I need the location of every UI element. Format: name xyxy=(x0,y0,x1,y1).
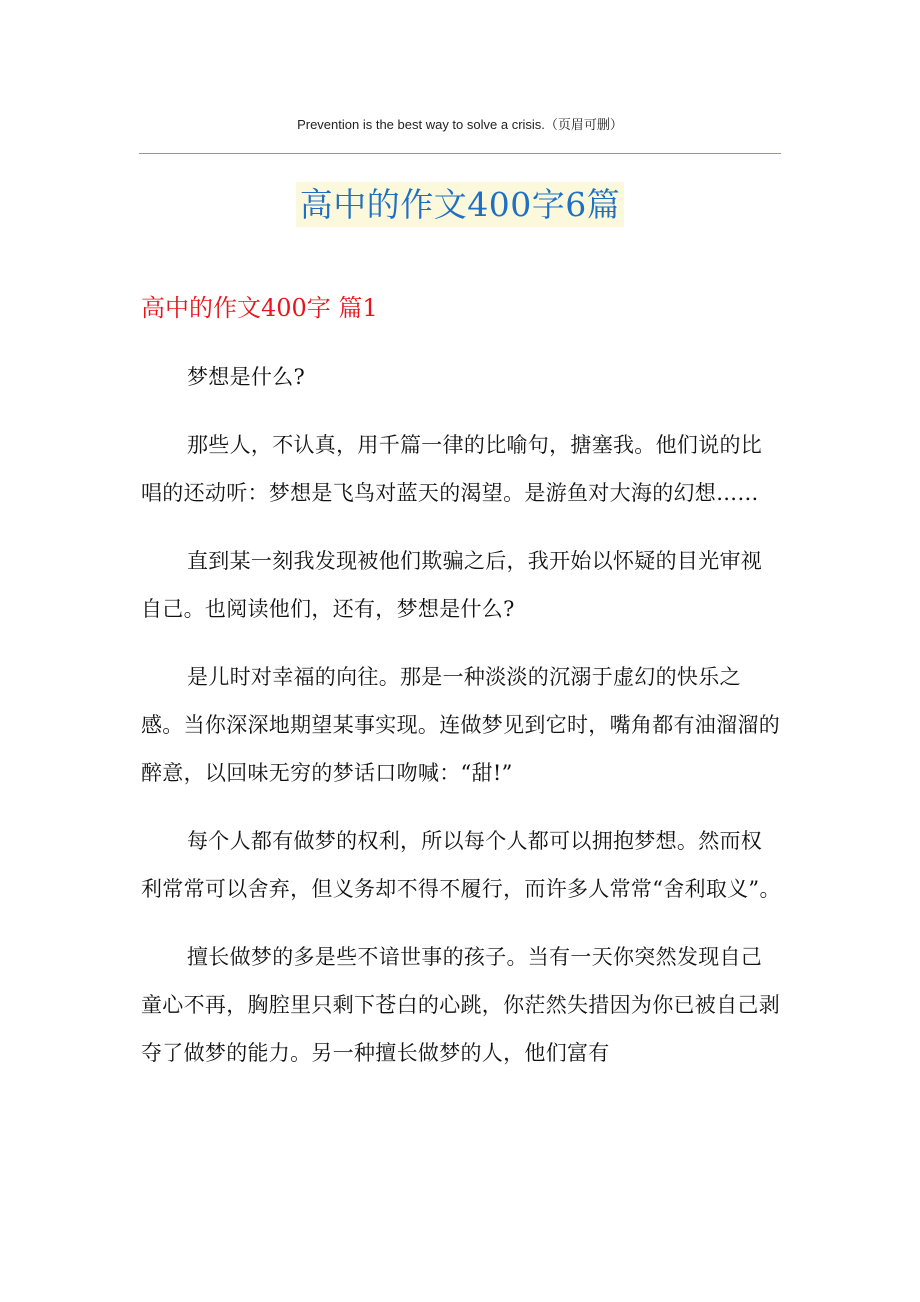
paragraph-2: 那些人，不认真，用千篇一律的比喻句，搪塞我。他们说的比唱的还动听：梦想是飞鸟对蓝天的渴望。是游鱼对大海的幻想…… xyxy=(141,433,763,505)
document-title-text: 高中的作文400字6篇 xyxy=(296,182,624,227)
essay-body xyxy=(141,353,781,1097)
paragraph-3: 直到某一刻我发现被他们欺骗之后，我开始以怀疑的目光审视自己。也阅读他们，还有，梦想是什么? xyxy=(141,549,763,621)
paragraph-4: 是儿时对幸福的向往。那是一种淡淡的沉溺于虚幻的快乐之感。当你深深地期望某事实现。连做梦见到它时，嘴角都有油溜溜的醉意，以回味无穷的梦话口吻喊：“甜!” xyxy=(141,665,780,785)
paragraph-6: 擅长做梦的多是些不谙世事的孩子。当有一天你突然发现自己童心不再，胸腔里只剩下苍白的心跳，你茫然失措因为你已被自己剥夺了做梦的能力。另一种擅长做梦的人，他们富有 xyxy=(141,945,780,1065)
paragraph-1: 梦想是什么? xyxy=(187,365,306,389)
header-divider xyxy=(139,153,781,154)
section-heading: 高中的作文400字 篇1 xyxy=(141,294,378,322)
page-header: Prevention is the best way to solve a crisis.（页眉可删） xyxy=(297,117,623,132)
document-title xyxy=(0,182,920,227)
paragraph-5: 每个人都有做梦的权利，所以每个人都可以拥抱梦想。然而权利常常可以舍弃，但义务却不得不履行，而许多人常常“舍利取义”。 xyxy=(141,829,781,901)
